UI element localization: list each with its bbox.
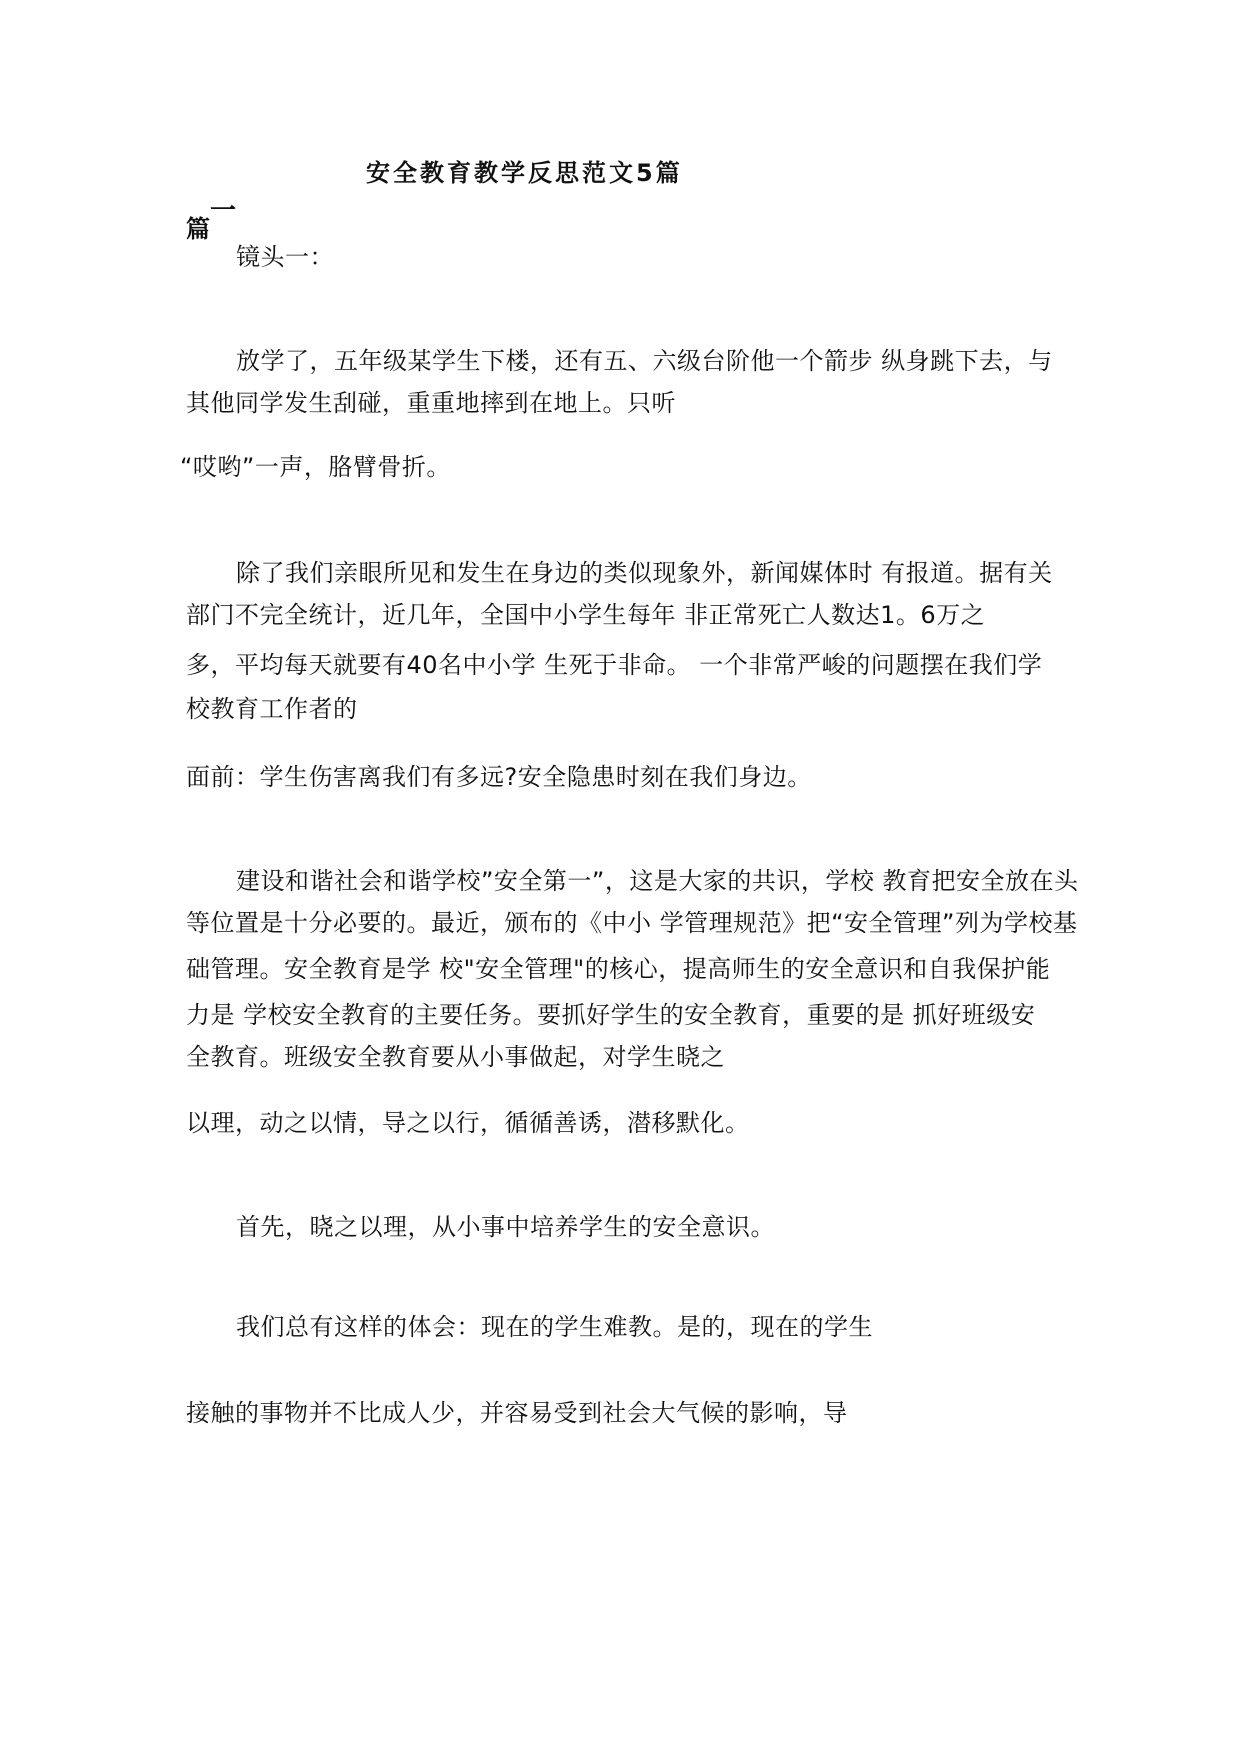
paragraph-line: 多，平均每天就要有40名中小学 生死于非命。 一个非常严峻的问题摆在我们学 bbox=[186, 651, 1043, 679]
paragraph-line: “哎哟”一声，胳臂骨折。 bbox=[180, 453, 451, 481]
paragraph-line: 全教育。班级安全教育要从小事做起，对学生晓之 bbox=[186, 1043, 725, 1071]
document-title: 安全教育教学反思范文5篇 bbox=[366, 159, 683, 187]
paragraph-line: 校教育工作者的 bbox=[186, 695, 358, 723]
paragraph-line: 力是 学校安全教育的主要任务。要抓好学生的安全教育，重要的是 抓好班级安 bbox=[186, 1001, 1036, 1029]
section-number: 一 bbox=[210, 196, 237, 226]
section-label: 篇 bbox=[186, 215, 211, 243]
paragraph-line: 我们总有这样的体会：现在的学生难教。是的，现在的学生 bbox=[236, 1313, 873, 1341]
paragraph-line: 础管理。安全教育是学 校"安全管理"的核心，提高师生的安全意识和自我保护能 bbox=[186, 955, 1051, 983]
paragraph-line: 除了我们亲眼所见和发生在身边的类似现象外，新闻媒体时 有报道。据有关 bbox=[236, 559, 1053, 587]
paragraph-line: 部门不完全统计，近几年，全国中小学生每年 非正常死亡人数达1。6万之 bbox=[186, 601, 986, 629]
paragraph-line: 以理，动之以情，导之以行，循循善诱，潜移默化。 bbox=[186, 1109, 750, 1137]
paragraph-line: 放学了，五年级某学生下楼，还有五、六级台阶他一个箭步 纵身跳下去，与 bbox=[236, 347, 1053, 375]
paragraph-line: 接触的事物并不比成人少，并容易受到社会大气候的影响，导 bbox=[186, 1399, 848, 1427]
shot-heading: 镜头一： bbox=[236, 243, 334, 271]
paragraph-line: 其他同学发生刮碰，重重地摔到在地上。只听 bbox=[186, 389, 676, 417]
paragraph-line: 面前：学生伤害离我们有多远?安全隐患时刻在我们身边。 bbox=[186, 763, 812, 791]
paragraph-line: 首先，晓之以理，从小事中培养学生的安全意识。 bbox=[236, 1213, 775, 1241]
paragraph-line: 等位置是十分必要的。最近，颁布的《中小 学管理规范》把“安全管理”列为学校基 bbox=[186, 909, 1078, 937]
paragraph-line: 建设和谐社会和谐学校”安全第一”，这是大家的共识，学校 教育把安全放在头 bbox=[236, 867, 1079, 895]
